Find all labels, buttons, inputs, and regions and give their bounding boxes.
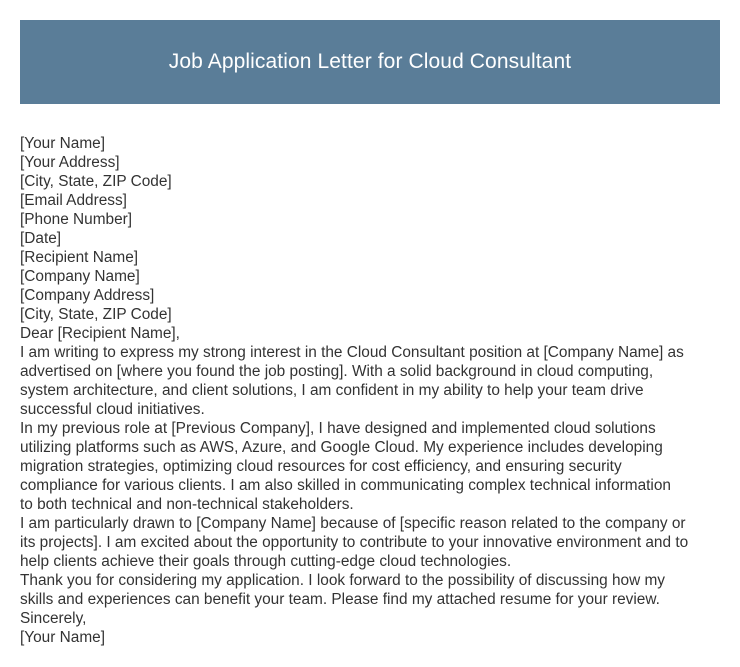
- paragraph-line: utilizing platforms such as AWS, Azure, and Google Cloud. My experience includes developing: [20, 439, 663, 456]
- paragraph-line: migration strategies, optimizing cloud resources for cost efficiency, and ensuring security: [20, 458, 622, 475]
- paragraph-line: its projects]. I am excited about the opportunity to contribute to your innovative environment and to: [20, 534, 689, 551]
- paragraph-line: to both technical and non-technical stakeholders.: [20, 496, 354, 513]
- sender-city-state-zip: [City, State, ZIP Code]: [20, 173, 172, 190]
- recipient-city-state-zip: [City, State, ZIP Code]: [20, 306, 172, 323]
- paragraph-line: I am particularly drawn to [Company Name] because of [specific reason related to the company or: [20, 515, 686, 532]
- paragraph-experience: [20, 419, 722, 514]
- closing: Sincerely,: [20, 610, 87, 627]
- paragraph-line: successful cloud initiatives.: [20, 401, 205, 418]
- paragraph-motivation: [20, 514, 722, 571]
- paragraph-line: compliance for various clients. I am also skilled in communicating complex technical information: [20, 477, 671, 494]
- paragraph-line: advertised on [where you found the job posting]. With a solid background in cloud computing,: [20, 363, 654, 380]
- recipient-company: [Company Name]: [20, 268, 140, 285]
- paragraph-thanks: [20, 571, 722, 609]
- document-title: Job Application Letter for Cloud Consultant: [168, 50, 572, 73]
- paragraph-intro: [20, 343, 722, 419]
- paragraph-line: skills and experiences can benefit your team. Please find my attached resume for your review.: [20, 591, 660, 608]
- paragraph-line: In my previous role at [Previous Company], I have designed and implemented cloud solutions: [20, 420, 656, 437]
- paragraph-line: system architecture, and client solutions, I am confident in my ability to help your team drive: [20, 382, 644, 399]
- letter-body: [20, 134, 722, 647]
- sender-phone: [Phone Number]: [20, 211, 133, 228]
- title-banner: [20, 20, 720, 104]
- paragraph-line: Thank you for considering my application. I look forward to the possibility of discussing how my: [20, 572, 666, 589]
- sender-email: [Email Address]: [20, 192, 127, 209]
- paragraph-line: help clients achieve their goals through cutting-edge cloud technologies.: [20, 553, 512, 570]
- recipient-address: [Company Address]: [20, 287, 155, 304]
- letter-date: [Date]: [20, 230, 62, 247]
- sender-name: [Your Name]: [20, 135, 105, 152]
- salutation: Dear [Recipient Name],: [20, 325, 180, 342]
- paragraph-line: I am writing to express my strong interest in the Cloud Consultant position at [Company Name] as: [20, 344, 684, 361]
- recipient-name: [Recipient Name]: [20, 249, 139, 266]
- sender-address: [Your Address]: [20, 154, 120, 171]
- signature: [Your Name]: [20, 629, 105, 646]
